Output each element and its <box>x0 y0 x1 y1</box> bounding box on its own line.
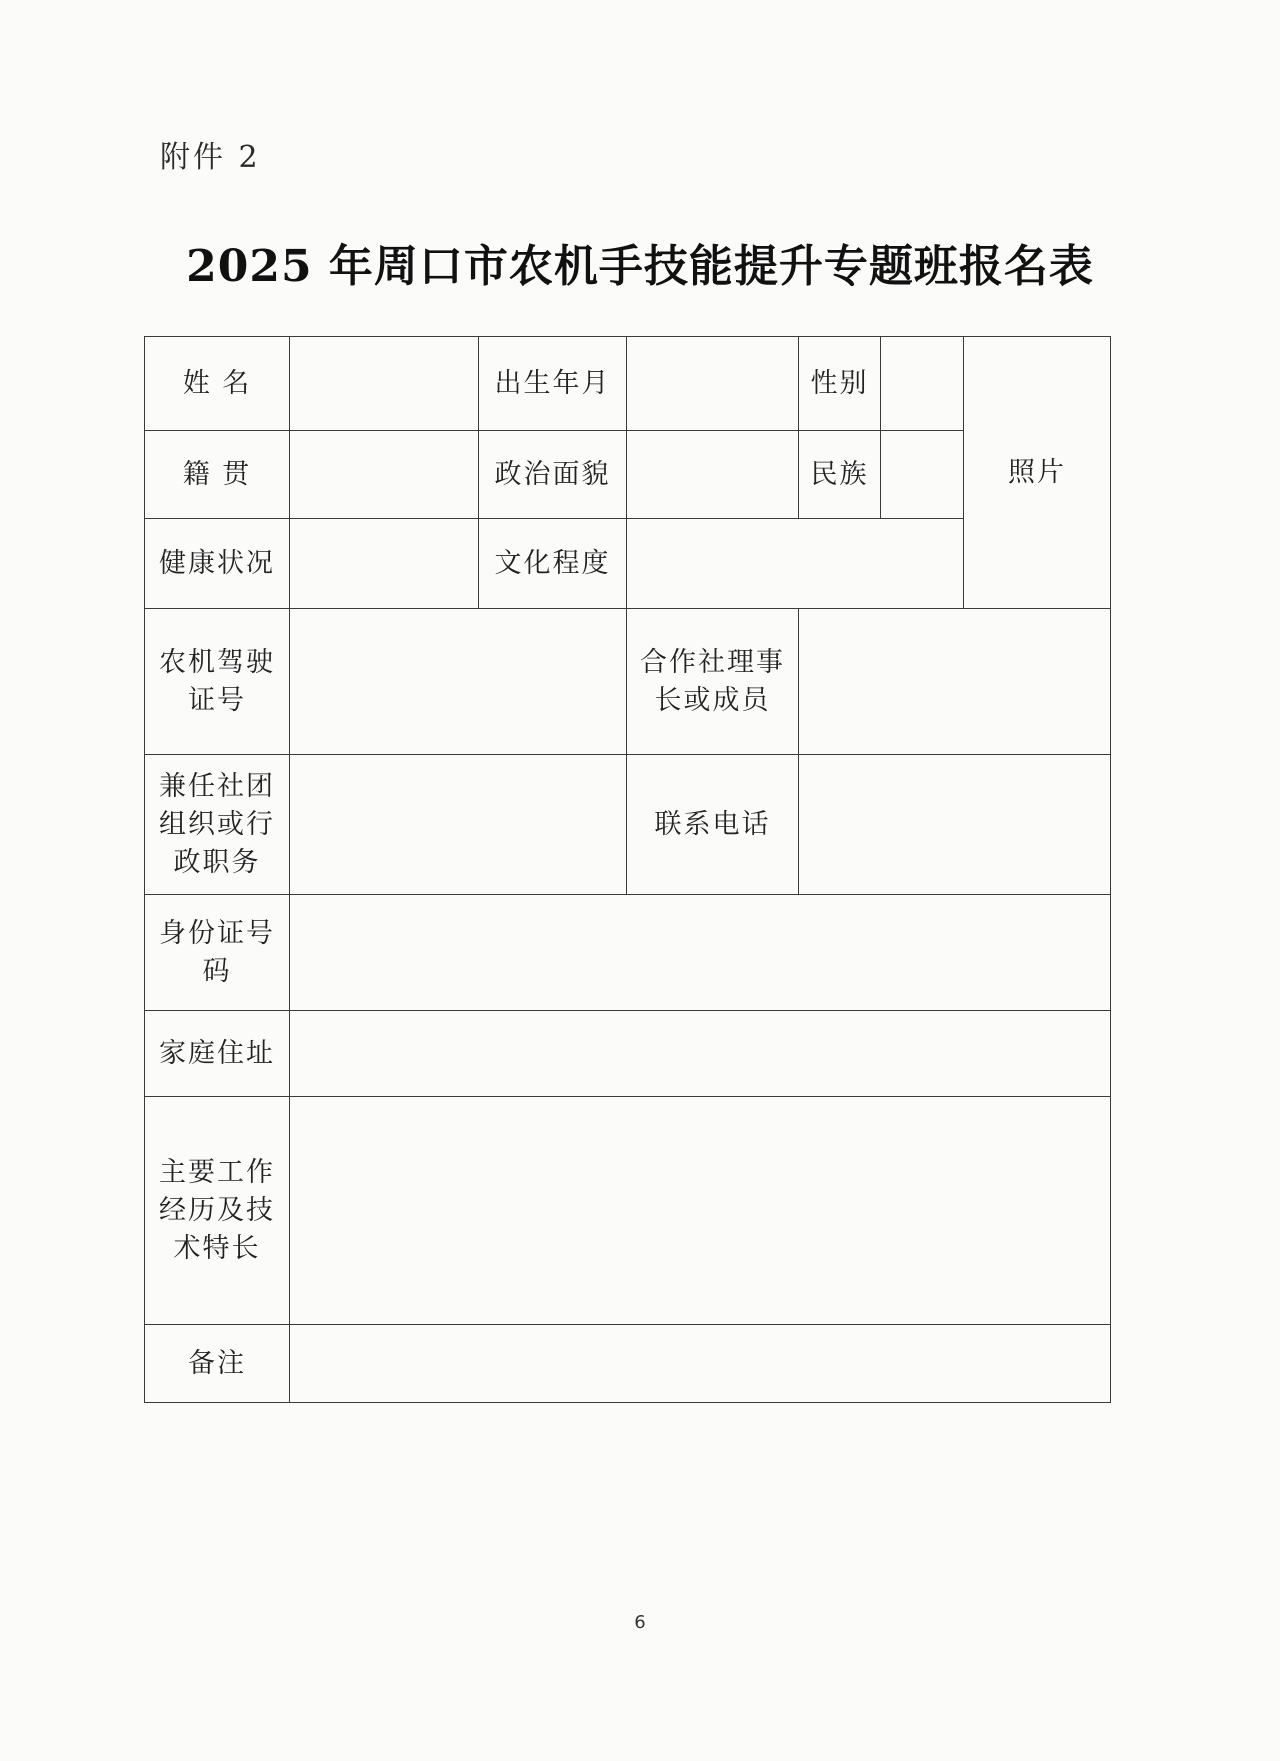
political-status-field[interactable] <box>627 431 799 519</box>
experience-field[interactable] <box>290 1097 1111 1325</box>
education-label: 文化程度 <box>479 519 627 609</box>
cooperative-field[interactable] <box>799 609 1111 755</box>
license-label: 农机驾驶证号 <box>145 609 290 755</box>
health-field[interactable] <box>290 519 479 609</box>
experience-label: 主要工作经历及技术特长 <box>145 1097 290 1325</box>
native-place-field[interactable] <box>290 431 479 519</box>
concurrent-post-field[interactable] <box>290 755 627 895</box>
phone-field[interactable] <box>799 755 1111 895</box>
remarks-label: 备注 <box>145 1325 290 1403</box>
photo-box[interactable]: 照片 <box>964 337 1111 609</box>
cooperative-label: 合作社理事长或成员 <box>627 609 799 755</box>
birth-label: 出生年月 <box>479 337 627 431</box>
license-field[interactable] <box>290 609 627 755</box>
gender-label: 性别 <box>799 337 881 431</box>
address-label: 家庭住址 <box>145 1011 290 1097</box>
ethnicity-label: 民族 <box>799 431 881 519</box>
native-place-label: 籍 贯 <box>145 431 290 519</box>
education-field[interactable] <box>627 519 964 609</box>
political-status-label: 政治面貌 <box>479 431 627 519</box>
attachment-label: 附件 2 <box>160 140 261 175</box>
address-field[interactable] <box>290 1011 1111 1097</box>
phone-label: 联系电话 <box>627 755 799 895</box>
name-field[interactable] <box>290 337 479 431</box>
remarks-field[interactable] <box>290 1325 1111 1403</box>
id-number-field[interactable] <box>290 895 1111 1011</box>
name-label: 姓 名 <box>145 337 290 431</box>
registration-form-table <box>144 336 1111 1403</box>
health-label: 健康状况 <box>145 519 290 609</box>
concurrent-post-label: 兼任社团组织或行政职务 <box>145 755 290 895</box>
id-number-label: 身份证号码 <box>145 895 290 1011</box>
page-number: 6 <box>634 1612 646 1633</box>
birth-field[interactable] <box>627 337 799 431</box>
gender-field[interactable] <box>881 337 964 431</box>
page-title: 2025 年周口市农机手技能提升专题班报名表 <box>186 241 1094 292</box>
ethnicity-field[interactable] <box>881 431 964 519</box>
